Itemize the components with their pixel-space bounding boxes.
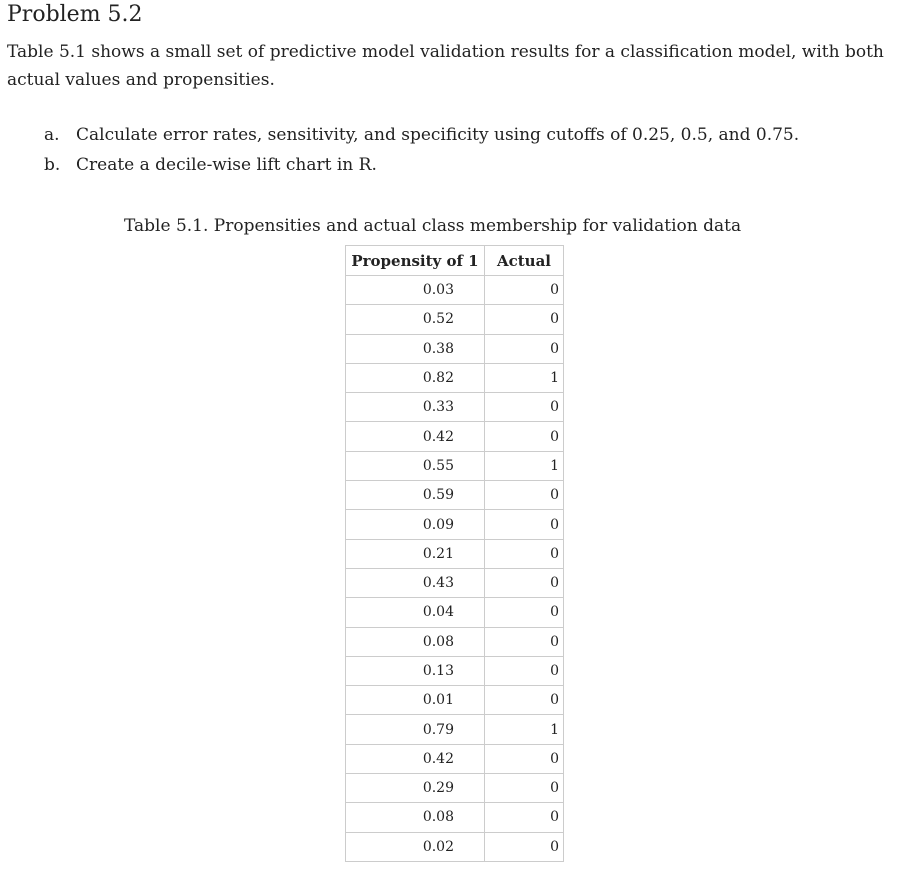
propensity-cell: 0.33 [346, 393, 485, 422]
actual-cell: 0 [485, 744, 564, 773]
header-actual: Actual [485, 246, 564, 276]
actual-cell: 0 [485, 568, 564, 597]
intro-text: Table 5.1 shows a small set of predictive model validation results for a classification model, with both actual values and propensities. [7, 42, 884, 90]
table-row [346, 598, 564, 627]
propensity-cell: 0.52 [346, 305, 485, 334]
propensity-cell: 0.38 [346, 334, 485, 363]
table-row [346, 715, 564, 744]
actual-cell: 1 [485, 363, 564, 392]
table-row [346, 363, 564, 392]
propensity-cell: 0.43 [346, 568, 485, 597]
propensity-cell: 0.01 [346, 686, 485, 715]
table-caption: Table 5.1. Propensities and actual class membership for validation data [124, 216, 742, 236]
propensity-cell: 0.13 [346, 656, 485, 685]
actual-cell: 1 [485, 451, 564, 480]
table-row [346, 686, 564, 715]
task-text: Create a decile-wise lift chart in R. [76, 155, 377, 175]
problem-title: Problem 5.2 [7, 2, 143, 27]
actual-cell: 0 [485, 334, 564, 363]
actual-cell: 0 [485, 686, 564, 715]
table-row [346, 774, 564, 803]
table-row [346, 803, 564, 832]
task-label: b. [44, 155, 61, 175]
table-row [346, 627, 564, 656]
table-row [346, 393, 564, 422]
actual-cell: 0 [485, 774, 564, 803]
actual-cell: 0 [485, 393, 564, 422]
propensity-cell: 0.02 [346, 832, 485, 861]
table-row [346, 744, 564, 773]
table-row [346, 656, 564, 685]
actual-cell: 0 [485, 305, 564, 334]
table-row [346, 539, 564, 568]
propensity-cell: 0.03 [346, 276, 485, 305]
propensity-table [345, 245, 564, 862]
table-row [346, 568, 564, 597]
propensity-cell: 0.55 [346, 451, 485, 480]
actual-cell: 0 [485, 539, 564, 568]
propensity-cell: 0.79 [346, 715, 485, 744]
actual-cell: 0 [485, 481, 564, 510]
table-header-row [346, 246, 564, 276]
propensity-cell: 0.29 [346, 774, 485, 803]
table-row [346, 276, 564, 305]
table-row [346, 422, 564, 451]
propensity-cell: 0.08 [346, 803, 485, 832]
actual-cell: 0 [485, 656, 564, 685]
actual-cell: 0 [485, 422, 564, 451]
task-list [44, 120, 799, 180]
actual-cell: 0 [485, 510, 564, 539]
task-item [44, 120, 799, 150]
propensity-cell: 0.08 [346, 627, 485, 656]
propensity-cell: 0.42 [346, 744, 485, 773]
table-row [346, 451, 564, 480]
task-text: Calculate error rates, sensitivity, and specificity using cutoffs of 0.25, 0.5, and 0.75. [76, 125, 800, 145]
table-row [346, 334, 564, 363]
actual-cell: 0 [485, 627, 564, 656]
propensity-cell: 0.42 [346, 422, 485, 451]
table-row [346, 832, 564, 861]
actual-cell: 0 [485, 598, 564, 627]
propensity-cell: 0.21 [346, 539, 485, 568]
propensity-cell: 0.82 [346, 363, 485, 392]
table-row [346, 510, 564, 539]
propensity-cell: 0.09 [346, 510, 485, 539]
task-label: a. [44, 125, 60, 145]
propensity-cell: 0.59 [346, 481, 485, 510]
table-row [346, 305, 564, 334]
propensity-cell: 0.04 [346, 598, 485, 627]
task-item [44, 150, 799, 180]
header-propensity: Propensity of 1 [346, 246, 485, 276]
actual-cell: 0 [485, 276, 564, 305]
actual-cell: 0 [485, 803, 564, 832]
actual-cell: 1 [485, 715, 564, 744]
table-row [346, 481, 564, 510]
actual-cell: 0 [485, 832, 564, 861]
